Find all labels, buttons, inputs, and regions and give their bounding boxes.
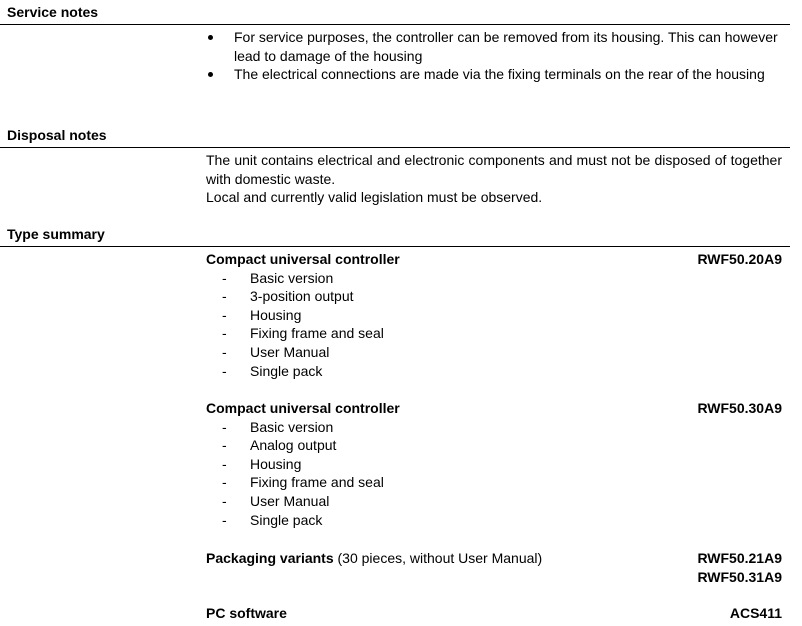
packaging-code: RWF50.31A9 [697,568,782,585]
packaging-variants-entry [206,549,782,586]
software-title: PC software [206,605,287,621]
controller-title: Compact universal controller [206,400,400,416]
type-summary-heading: Type summary [0,224,790,247]
software-code: ACS411 [729,605,782,621]
packaging-codes [697,549,782,586]
service-notes-list [206,28,782,84]
disposal-notes-body [206,151,782,207]
packaging-code: RWF50.21A9 [697,550,782,566]
controller-entry-rwf50-20a9 [206,250,782,380]
disposal-paragraph: Local and currently valid legislation must be observed. [206,189,543,206]
list-item: - Analog output [206,436,782,455]
disposal-notes-heading: Disposal notes [0,125,790,148]
list-item: - Fixing frame and seal [206,324,782,343]
list-item: - User Manual [206,343,782,362]
controller-code: RWF50.20A9 [697,251,782,267]
controller-title: Compact universal controller [206,251,400,267]
list-item: - Basic version [206,418,782,437]
list-item: - Housing [206,455,782,474]
list-item: - Housing [206,306,782,325]
list-item: For service purposes, the controller can be removed from its housing. This can however lead to damage of the housing [206,28,782,65]
packaging-title: Packaging variants [206,550,334,566]
controller-contents [206,269,782,381]
disposal-paragraph: The unit contains electrical and electronic components and must not be disposed of together with domestic waste. [206,152,782,187]
controller-contents [206,418,782,530]
list-item: - Basic version [206,269,782,288]
service-notes-heading: Service notes [0,2,790,25]
packaging-label [206,549,542,586]
service-notes-body [206,28,782,84]
controller-entry-rwf50-30a9 [206,399,782,529]
list-item: - Single pack [206,362,782,381]
list-item: - 3-position output [206,287,782,306]
packaging-note: (30 pieces, without User Manual) [337,550,543,566]
pc-software-entry [206,604,782,623]
controller-code: RWF50.30A9 [697,400,782,416]
list-item: - Fixing frame and seal [206,473,782,492]
list-item: The electrical connections are made via the fixing terminals on the rear of the housing [206,65,782,84]
list-item: - User Manual [206,492,782,511]
list-item: - Single pack [206,511,782,530]
